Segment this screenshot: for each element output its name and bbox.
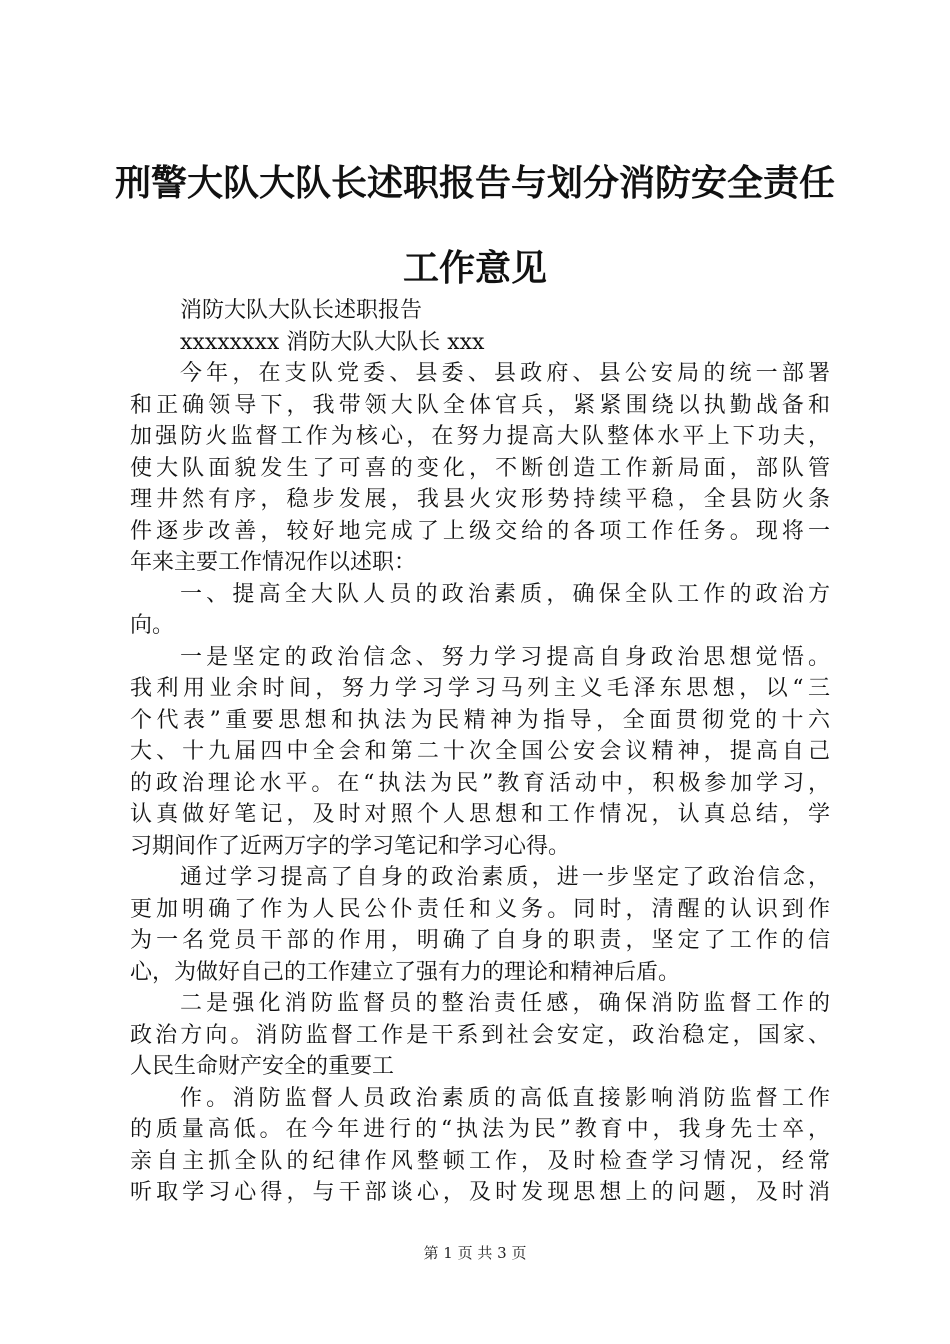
body-text-line: 一是坚定的政治信念、努力学习提高自身政治思想觉悟。 — [180, 644, 830, 670]
body-text-line: xxxxxxxx 消防大队大队长 xxx — [180, 329, 485, 355]
body-text-line: 听取学习心得，与干部谈心，及时发现思想上的问题，及时消 — [130, 1180, 830, 1205]
body-text-line: 的政治理论水平。在“执法为民”教育活动中，积极参加学习， — [130, 770, 830, 796]
body-text-line: 作。消防监督人员政治素质的高低直接影响消防监督工作 — [180, 1085, 830, 1111]
body-text-line: 的质量高低。在今年进行的“执法为民”教育中，我身先士卒， — [130, 1117, 830, 1142]
body-text-line: 使大队面貌发生了可喜的变化，不断创造工作新局面，部队管 — [130, 455, 830, 481]
body-text-line: 更加明确了作为人民公仆责任和义务。同时，清醒的认识到作 — [130, 896, 830, 922]
body-text-line: 习期间作了近两万字的学习笔记和学习心得。 — [130, 833, 571, 859]
body-text-line: 一、提高全大队人员的政治素质，确保全队工作的政治方 — [180, 581, 830, 607]
body-text-line: 年来主要工作情况作以述职： — [130, 550, 417, 575]
document-title-line-1: 刑警大队大队长述职报告与划分消防安全责任 — [114, 162, 835, 204]
body-text-line: 加强防火监督工作为核心，在努力提高大队整体水平上下功夫， — [130, 424, 830, 449]
body-text-line: 大、十九届四中全会和第二十次全国公安会议精神，提高自己 — [130, 739, 830, 764]
body-text-line: 心，为做好自己的工作建立了强有力的理论和精神后盾。 — [130, 959, 681, 985]
body-text-line: 通过学习提高了自身的政治素质，进一步坚定了政治信念， — [180, 865, 830, 890]
body-text-line: 二是强化消防监督员的整治责任感，确保消防监督工作的 — [180, 991, 830, 1016]
body-text-line: 人民生命财产安全的重要工 — [130, 1054, 395, 1079]
body-text-line: 认真做好笔记，及时对照个人思想和工作情况，认真总结，学 — [130, 802, 830, 827]
body-text-line: 向。 — [130, 613, 175, 638]
page-footer: 第 1 页 共 3 页 — [423, 1244, 527, 1262]
body-text-line: 今年，在支队党委、县委、县政府、县公安局的统一部署 — [180, 361, 830, 386]
document-title-line-2: 工作意见 — [402, 247, 547, 289]
body-text-line: 和正确领导下，我带领大队全体官兵，紧紧围绕以执勤战备和 — [130, 392, 830, 418]
body-text-line: 个代表”重要思想和执法为民精神为指导，全面贯彻党的十六 — [130, 707, 830, 733]
body-text-line: 消防大队大队长述职报告 — [180, 298, 423, 323]
body-text-line: 政治方向。消防监督工作是干系到社会安定，政治稳定，国家、 — [130, 1022, 830, 1048]
body-text-line: 我利用业余时间，努力学习学习马列主义毛泽东思想，以“三 — [130, 676, 830, 701]
body-text-line: 亲自主抓全队的纪律作风整顿工作，及时检查学习情况，经常 — [130, 1148, 830, 1174]
body-text-line: 理井然有序，稳步发展，我县火灾形势持续平稳，全县防火条 — [130, 487, 830, 512]
body-text-line: 为一名党员干部的作用，明确了自身的职责，坚定了工作的信 — [130, 928, 830, 953]
body-text-line: 件逐步改善，较好地完成了上级交给的各项工作任务。现将一 — [130, 518, 830, 544]
document-body — [130, 295, 830, 1209]
